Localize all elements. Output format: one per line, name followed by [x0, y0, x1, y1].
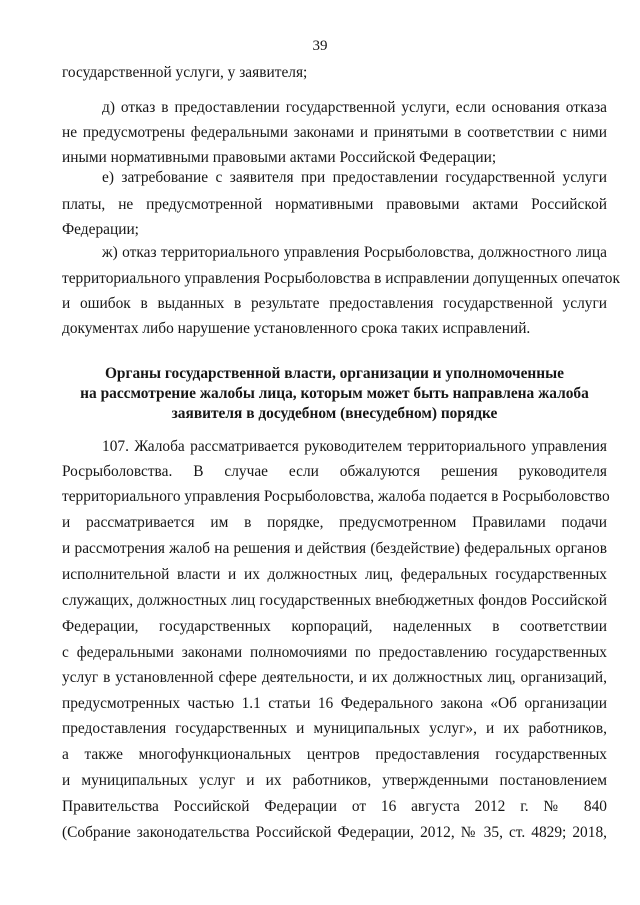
text-line: Правительства Российской Федерации от 16 августа 2012 г. № 840 [62, 798, 607, 815]
text-line: Росрыболовства. В случае если обжалуются решения руководителя [62, 463, 607, 480]
text-line: не предусмотрены федеральными законами и принятыми в соответствии с ними [62, 124, 607, 141]
text-line: служащих, должностных лиц государственных внебюджетных фондов Российской [62, 592, 607, 609]
text-line: 107. Жалоба рассматривается руководителем территориального управления [102, 438, 607, 455]
text-line: документах либо нарушение установленного срока таких исправлений. [62, 320, 531, 337]
text-line: Федерации; [62, 221, 139, 238]
text-line: е) затребование с заявителя при предоставлении государственной услуги [102, 169, 607, 186]
text-line: предоставления государственных и муниципальных услуг», и их работников, [62, 720, 607, 737]
text-line: с федеральными законами полномочиями по предоставлению государственных [62, 644, 607, 661]
text-line: платы, не предусмотренной нормативными правовыми актами Российской [62, 196, 607, 213]
text-line: иными нормативными правовыми актами Российской Федерации; [62, 149, 497, 166]
text-line: и ошибок в выданных в результате предоставления государственной услуги [62, 295, 607, 312]
text-line: Федерации, государственных корпораций, наделенных в соответствии [62, 618, 607, 635]
text-line: государственной услуги, у заявителя; [62, 64, 308, 81]
text-line: а также многофункциональных центров предоставления государственных [62, 746, 607, 763]
text-line: и рассматривается им в порядке, предусмотренном Правилами подачи [62, 514, 607, 531]
text-line: д) отказ в предоставлении государственной услуги, если основания отказа [102, 99, 607, 116]
section-heading-line: заявителя в досудебном (внесудебном) порядке [171, 405, 498, 422]
text-line: (Собрание законодательства Российской Федерации, 2012, № 35, ст. 4829; 2018, [62, 824, 607, 841]
section-heading-line: Органы государственной власти, организации и уполномоченные [104, 365, 565, 382]
text-line: предусмотренных частью 1.1 статьи 16 Федерального закона «Об организации [62, 695, 607, 712]
text-line: ж) отказ территориального управления Росрыболовства, должностного лица [102, 244, 607, 261]
text-line: территориального управления Росрыболовства в исправлении допущенных опечаток [62, 270, 620, 287]
page-number: 39 [312, 38, 328, 54]
text-line: услуг в установленной сфере деятельности, и их должностных лиц, организаций, [62, 669, 607, 686]
text-line: территориального управления Росрыболовства, жалоба подается в Росрыболовство [62, 488, 610, 505]
section-heading-line: на рассмотрение жалобы лица, которым может быть направлена жалоба [80, 385, 589, 402]
text-line: исполнительной власти и их должностных лиц, федеральных государственных [62, 566, 607, 583]
text-line: и муниципальных услуг и их работников, утвержденными постановлением [62, 772, 607, 789]
text-line: и рассмотрения жалоб на решения и действия (бездействие) федеральных органов [62, 540, 607, 557]
